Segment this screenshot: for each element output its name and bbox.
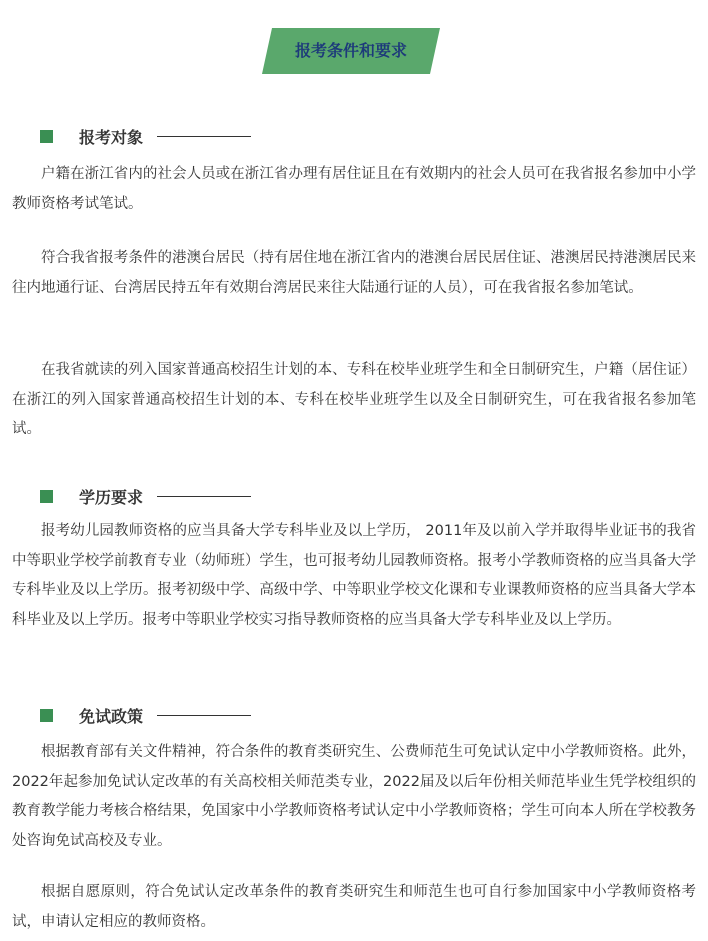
heading-text: 免试政策 (79, 706, 144, 726)
paragraph: 根据教育部有关文件精神，符合条件的教育类研究生、公费师范生可免试认定中小学教师资格。此外，2022年起参加免试认定改革的有关高校相关师范类专业，2022届及以后年份相关师范毕业生凭学校组织的教育教学能力考核合格结果，免国家中小学教师资格考试认定中小学教师资格；学生可向本人所在学校教务处咨询免试高校及专业。 (12, 744, 696, 849)
paragraph: 根据自愿原则，符合免试认定改革条件的教育类研究生和师范生也可自行参加国家中小学教师资格考试，申请认定相应的教师资格。 (12, 884, 696, 930)
paragraph: 户籍在浙江省内的社会人员或在浙江省办理有居住证且在有效期内的社会人员可在我省报名参加中小学教师资格考试笔试。 (12, 166, 696, 212)
green-square-icon (40, 490, 53, 503)
section-heading-applicants (40, 126, 251, 146)
paragraph: 在我省就读的列入国家普通高校招生计划的本、专科在校毕业班学生和全日制研究生，户籍（居住证）在浙江的列入国家普通高校招生计划的本、专科在校毕业班学生以及全日制研究生，可在我省报名参加笔试。 (12, 362, 696, 437)
section-heading-exemption (40, 705, 251, 725)
banner-title: 报考条件和要求 (294, 41, 407, 60)
heading-underline (157, 136, 251, 137)
green-square-icon (40, 130, 53, 143)
green-square-icon (40, 709, 53, 722)
section-heading-education (40, 486, 251, 506)
heading-text: 学历要求 (79, 487, 144, 507)
paragraph: 报考幼儿园教师资格的应当具备大学专科毕业及以上学历， 2011年及以前入学并取得毕业证书的我省中等职业学校学前教育专业（幼师班）学生，也可报考幼儿园教师资格。报考小学教师资格的应当具备大学专科毕业及以上学历。报考初级中学、高级中学、中等职业学校文化课和专业课教师资格的应当具备大学本科毕业及以上学历。报考中等职业学校实习指导教师资格的应当具备大学专科毕业及以上学历。 (12, 523, 696, 628)
heading-underline (157, 496, 251, 497)
heading-text: 报考对象 (79, 127, 144, 147)
heading-underline (157, 715, 251, 716)
section-banner (262, 28, 440, 74)
paragraph: 符合我省报考条件的港澳台居民（持有居住地在浙江省内的港澳台居民居住证、港澳居民持港澳居民来往内地通行证、台湾居民持五年有效期台湾居民来往大陆通行证的人员），可在我省报名参加笔试。 (12, 250, 696, 296)
